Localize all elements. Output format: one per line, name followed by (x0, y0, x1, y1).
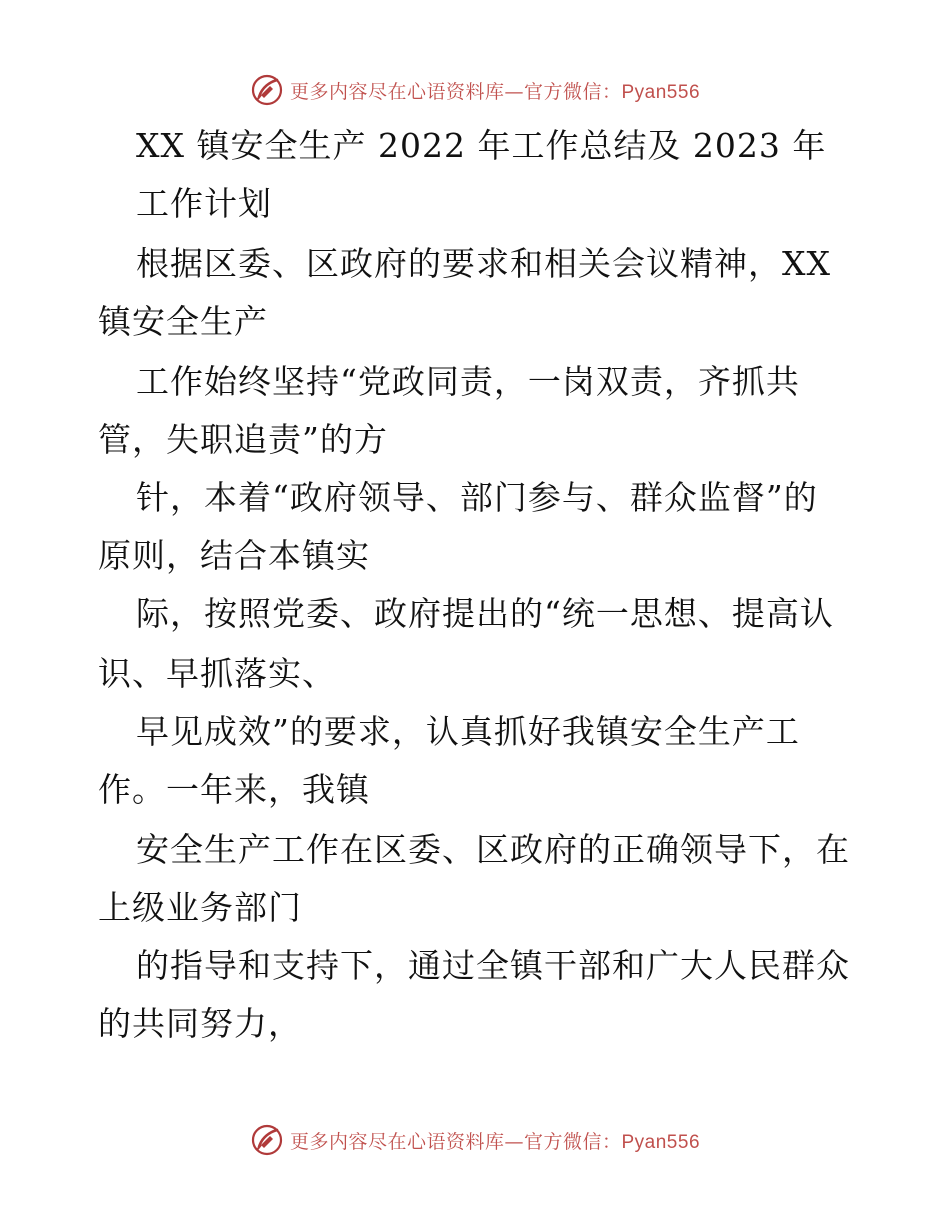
paragraph-line: 安全生产工作在区委、区政府的正确领导下，在 (136, 830, 850, 869)
paragraph-line: 早见成效”的要求，认真抓好我镇安全生产工 (136, 712, 800, 751)
document-title-line-1: XX 镇安全生产 2022 年工作总结及 2023 年 (136, 126, 827, 165)
paragraph-line: 管，失职追责”的方 (98, 420, 388, 459)
header-watermark-text: 更多内容尽在心语资料库—官方微信：Pyan556 (289, 80, 701, 103)
paragraph-line: 际，按照党委、政府提出的“统一思想、提高认 (136, 594, 834, 633)
footer-watermark-banner (0, 1120, 950, 1160)
paragraph-line: 识、早抓落实、 (98, 654, 336, 693)
paragraph-line: 的共同努力， (98, 1004, 302, 1043)
paragraph-line: 的指导和支持下，通过全镇干部和广大人民群众 (136, 946, 850, 985)
paragraph-line: 原则，结合本镇实 (98, 536, 370, 575)
paragraph-line: 镇安全生产 (98, 302, 268, 341)
footer-watermark-text: 更多内容尽在心语资料库—官方微信：Pyan556 (289, 1130, 701, 1153)
paragraph-line: 作。一年来，我镇 (98, 770, 370, 809)
pen-logo-icon (250, 1123, 284, 1157)
document-title-line-2: 工作计划 (136, 184, 272, 223)
pen-logo-icon (250, 73, 284, 107)
paragraph-line: 针，本着“政府领导、部门参与、群众监督”的 (136, 478, 818, 517)
paragraph-line: 根据区委、区政府的要求和相关会议精神，XX (136, 244, 831, 283)
paragraph-line: 上级业务部门 (98, 888, 302, 927)
paragraph-line: 工作始终坚持“党政同责，一岗双责，齐抓共 (136, 362, 800, 401)
header-watermark-banner (0, 70, 950, 110)
